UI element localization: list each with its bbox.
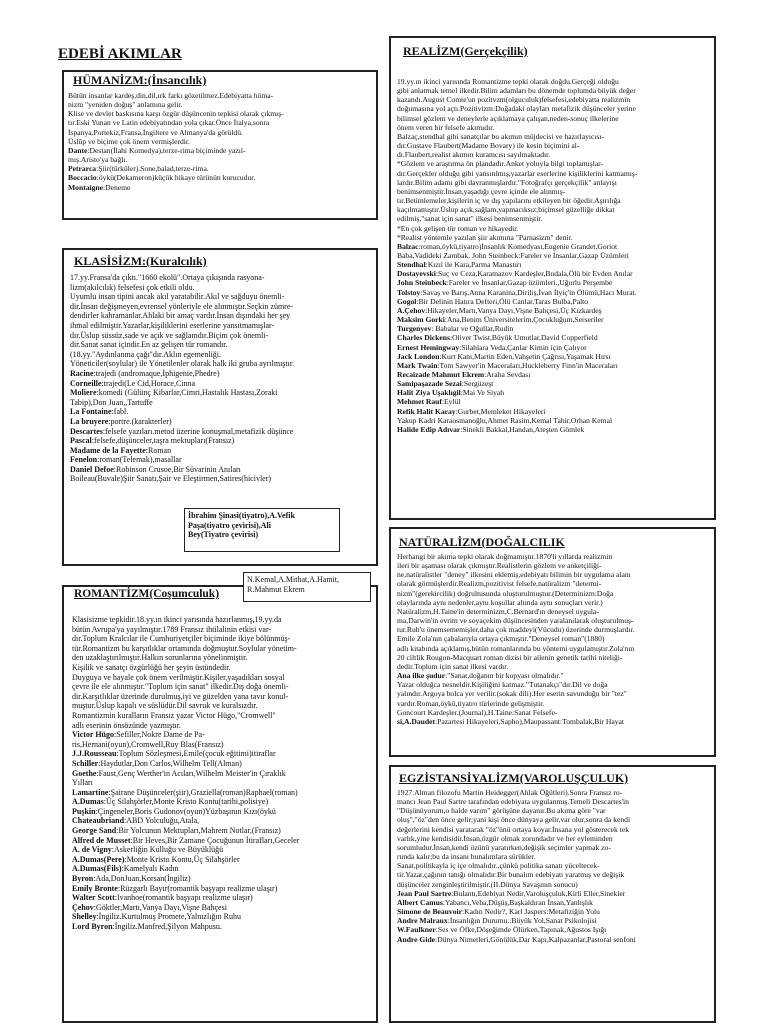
- realizm-text: [397, 77, 708, 434]
- realizm-line: kazandı.August Comte'un pozitvzm(olguculuk)felsefesi,edebiyatta realizmin: [397, 95, 631, 105]
- naturalizm-line: yalındır.Argoya bolca yer verilir.(sokak dili).Her eserin savunduğu bir "tez": [397, 689, 627, 699]
- realizm-line: A.Çehov:Hikayeler,Martı,Vanya Dayı,Vişne Bahçesi,Üç Kızkardeş: [397, 305, 602, 315]
- naturalizm-line: olaylarında aynı nedenler,aynı koşullar altında aynı sonuçları verir.): [397, 597, 603, 607]
- klasisizm-line: 17.yy.Fransa'da çıktı."1660 ekolü".Ortaya çıkışında rasyona-: [70, 273, 265, 282]
- page-title: EDEBİ AKIMLAR: [58, 46, 182, 62]
- romantizm-text: [72, 615, 370, 932]
- realizm-line: *Gözlem ve araştırma ön plandadır.Anket yoluyla bilgi toplamışlar-: [397, 159, 604, 169]
- realizm-line: Balzac:roman,öykü,tiyatro)İnsanlık Komedyası,Eugenie Grandet,Goriot: [397, 241, 618, 251]
- humanizm-line: İspanya,Portekiz,Fransa,İngiltere ve Almanya'da görüldü.: [68, 127, 243, 137]
- romantizm-line: R.Mahmut Ekrem: [247, 584, 305, 594]
- romantizm-line: N.Kemal,A.Mithat,A.Hamit,: [247, 575, 339, 584]
- klasisizm-line: Moliere:komedi (Gülünç Kibarlar,Cimri,Hastalık Hastası,Zoraki: [70, 388, 278, 398]
- klasisizm-line: Madame de la Fayette:Roman: [70, 445, 172, 455]
- egzistansiyalizm-line: değerlerini kendisi yaratarak "öz"ünü ortaya koyar.İnsana yol gösterecek tek: [397, 824, 630, 834]
- romantizm-line: dır.Toplum Kralcılar ile Cumhuriyetçiler biçiminde ikiye bölünmüş-: [72, 634, 291, 644]
- naturalizm-line: Natüralizm,H.Taine'in determinizm,C.Bernard'ın deneysel uygula-: [397, 606, 599, 616]
- realizm-section: [389, 36, 716, 520]
- egzistansiyalizm-line: Jean Paul Sartre:Bulantı,Edebiyat Nedir,Varoluşçuluk,Kirli Eller,Sinekler: [397, 888, 626, 898]
- realizm-line: Mark Twain:Tom Sawyer'in Maceraları,Huckleberry Finn'in Maceraları: [397, 360, 618, 370]
- klasisizm-line: Yöneticiler(soylular) ile Yönetilenler olarak halk iki gruba ayrılmıştır.: [70, 359, 295, 369]
- klasisizm-turkish-note: [184, 508, 340, 552]
- humanizm-text: [68, 91, 372, 192]
- romantizm-line: Klasisizme tepkidir.18.yy.ın ikinci yarısında hazırlanmış,19.yy.da: [72, 615, 282, 624]
- romantizm-turkish-note: [243, 572, 371, 602]
- romantizm-line: Çehov:Göktler,Martı,Vanya Dayı,Vişne Bahçesi: [72, 902, 227, 912]
- naturalizm-line: ne,natüralistler "deney" ilkesini eklemiş,edebiyatı bilimin bir uygulama alanı: [397, 570, 631, 580]
- realizm-line: Baba,Vadideki Zambak. John Steinbeck:Fareler ve İnsanlar,Gazap Üzümleri: [397, 250, 629, 260]
- romantizm-line: A.Dumas:Üç Silahşörler,Monte Kristo Kontu(tarihi,polisiye): [72, 797, 269, 807]
- klasisizm-line: dır.Üslup süssüz,sade ve açık ve sağlamdır.Biçim çok önemli-: [70, 330, 269, 340]
- humanizm-line: tır.Eski Yunan ve Latin edebiyatından yola çıkar.Önce İtalya,sonra: [68, 118, 270, 128]
- egzistansiyalizm-line: Albert Camus:Yabancı,Veba,Düşüş,Başkaldıran İnsan,Yanlışlık: [397, 897, 593, 907]
- realizm-line: önem veren bir felsefe akımıdır.: [397, 122, 495, 132]
- romantizm-line: Goethe:Faust,Genç Werther'in Acıları,Wilhelm Meister'in Çıraklık: [72, 768, 286, 778]
- romantizm-line: J.J.Rousseau:Toplum Sözleşmesi,Emile(çocuk eğitimi)itiraflar: [72, 749, 276, 759]
- realizm-line: *En çok gelişen tür roman ve hikayedir.: [397, 223, 519, 233]
- humanizm-line: Petrarca:Şiir(türküler).Sone,balad,terze-rima.: [68, 164, 209, 174]
- naturalizm-line: Yazar olduğca nesneldir.Kişiliğini katmaz."Tutanakçı"dır.Dil ve doğa: [397, 680, 608, 690]
- egzistansiyalizm-line: runda kalır;bu da insanı bunalımlara sürükler.: [397, 852, 536, 862]
- romantizm-line: tür.Romantizm bu karşıtlıklar ortamında doğmuştur.Soylular yönetim-: [72, 643, 297, 653]
- realizm-line: doğumasına yol açtı.Pozitivizm:Doğadaki olayları metafizik düşünceler yerine: [397, 104, 636, 114]
- klasisizm-line: (18.yy."Aydınlanma çağı"dır.Aklın egemenliği.: [70, 349, 222, 359]
- naturalizm-line: 20 ciltlik Rougon-Macquart roman dizisi bir ailenin genetik tarihi niteliği-: [397, 652, 623, 662]
- realizm-line: gibi anlatmak temel ilkedir.Bilim adamları bu dönemde toplumda büyük değer: [397, 86, 636, 96]
- realizm-heading: REALİZM(Gerçekçilik): [403, 44, 528, 58]
- humanizm-line: Bütün insanlar kardeş,din,dil,ırk farkı gözetilmez.Edebiyatta hüma-: [68, 91, 274, 100]
- romantizm-line: adlı eserinin önsözünde yazmıştır.: [72, 720, 181, 730]
- naturalizm-line: ma,Darwin'in evrim ve soyaçekim düşüncesinden yaralanılarak oluşturulmuş-: [397, 616, 634, 626]
- realizm-line: Balzaç,stendhal gibi sanatçılar bu akımın müjdecisi ve hazırlayıcısı-: [397, 131, 605, 141]
- romantizm-heading: ROMANTİZM(Coşumculuk): [74, 588, 220, 600]
- realizm-line: Charles Dickens:Oliver Twist,Büyük Umutlar,David Copperfield: [397, 333, 598, 343]
- realizm-line: edilmiş,"sanat için sanat" ilkesi benimsenmiştir.: [397, 214, 543, 224]
- realizm-line: Halide Edip Adıvar:Sinekli Bakkal,Handan,Ateşten Gömlek: [397, 424, 585, 434]
- realizm-line: Halit Ziya Uşaklıgil:Mai Ve Siyah: [397, 388, 505, 398]
- klasisizm-line: Descartes:felsefe yazıları.metod üzerine konuşmal,metafizik düşünce: [70, 426, 294, 436]
- klasisizm-line: Racine:trajedi (andromaque,İphigenie,Phedre): [70, 368, 220, 378]
- klasisizm-line: ihmal edilmiştir.Yazarlar,kişiliklerini eserlerine yansıtmamışlar-: [70, 320, 275, 330]
- romantizm-line: Shelley:İngiliz.Kurtulmuş Promete,Yalnızlığın Ruhu: [72, 912, 241, 922]
- naturalizm-line: nizm"(gerekircilik) doğrultusunda oluşturulmuştur.(Determinizm:Doğa: [397, 588, 614, 598]
- egzistansiyalizm-text: [397, 788, 708, 944]
- humanizm-line: Montaigne:Deneme: [68, 182, 131, 192]
- romantizm-line: Yılları: [72, 778, 93, 788]
- klasisizm-line: Bey(Tiyatro çevirisi): [188, 530, 259, 540]
- naturalizm-line: vardır.Roman,öykü,tiyatro türlerinde gelişmiştir.: [397, 698, 545, 708]
- romantizm-line: Victor Hügo:Sefiller,Nokre Dame de Pa-: [72, 730, 205, 740]
- romantizm-line: Alfred de Musset:Bir Heves,Bir Zamane Çocuğunun İtirafları,Geceler: [72, 835, 300, 845]
- klasisizm-line: dendirler kahramanlar.Ahlaki bir amaç vardır.İnsan dışındaki her şey: [70, 311, 291, 321]
- egzistansiyalizm-line: mancı Jean Paul Sartre tarafından edebiyata uygulanmış.Temeli Descartes'in: [397, 797, 629, 807]
- naturalizm-line: adlı kitabında açıklamış,bütün romanlarında bu yöntemi uygulamıştır.Zola'nın: [397, 643, 635, 653]
- klasisizm-line: lizm(akılcılık) felsefesi çok etkili oldu.: [70, 282, 195, 292]
- naturalizm-line: Herhangi bir akıma tepki olarak doğmamıştır.1870'li yıllarda realizmin: [397, 552, 613, 561]
- romantizm-line: ris,Hernani(oyun),Cromwell,Ruy Blas(Fransız): [72, 739, 224, 749]
- klasisizm-line: dir.Sanat sanat içindir.En az gelişen tür romandır.: [70, 340, 228, 350]
- realizm-line: Recaizade Mahmut Ekrem:Araba Sevdası: [397, 370, 531, 379]
- klasisizm-line: Corneille:trajedi(Le Cid,Horace,Cinna: [70, 378, 196, 388]
- humanizm-line: Boccacio:öykü(Dekameron)küçük hikaye türünün kurucudur.: [68, 173, 256, 183]
- realizm-line: dır.Gerçekler olduğu gibi yansıtılmış,yazarlar eserlerine kişiliklerini katmamış-: [397, 168, 638, 178]
- klasisizm-line: La Fontaine:fabl.: [70, 407, 129, 417]
- klasisizm-line: La bruyere:portre.(karakterler): [70, 416, 172, 426]
- romantizm-line: Duyguya ve hayale çok önem verilmiştir.Kişiler,yaşadıkları sosyal: [72, 672, 285, 682]
- egzistansiyalizm-line: oluş","öz"den önce gelir;yani kişi önce dünyaya gelir,var olur,sonra da kendi: [397, 815, 631, 825]
- romantizm-line: çevre ile ele alınmıştır."Toplum için sanat" ilkedir.Dış doğa önemli-: [72, 682, 289, 692]
- romantizm-line: A.Dumas(Fils):Kamelyalı Kadın: [72, 864, 179, 874]
- romantizm-line: Schiller:Haydutlar,Don Carlos,Wilhelm Tell(Alman): [72, 758, 242, 768]
- realizm-line: Mehmet Rauf:Eylül: [397, 397, 461, 407]
- realizm-line: 19.yy.ın ikinci yarısında Romantizme tepki olarak doğdu.Gerçeği olduğu: [397, 77, 619, 86]
- naturalizm-line: tur.Ruh'u önemsememişler,daha çok maddeyi(Vücudu) üzerinde durmuşlardır.: [397, 625, 635, 635]
- klasisizm-line: Fenelon:roman(Telemak),masallar: [70, 455, 182, 465]
- egzistansiyalizm-line: "Düşünüyorum,o halde varım" görüşüne dayanır.Bu akıma göre "var: [397, 806, 606, 816]
- romantizm-line: George Sand:Bir Yolcunun Mektupları,Mahrem Notlar,(Fransız): [72, 826, 281, 836]
- romantizm-line: Romantizmin kuralların Fransız yazar Victor Hügo,"Cromwell": [72, 710, 276, 720]
- humanizm-line: mış.Aristo'ya bağlı.: [68, 155, 128, 165]
- romantizm-line: Emily Bronte:Rüzgarlı Bayır(romantik başyapı realizme ulaşır): [72, 883, 278, 893]
- realizm-line: tır.Betimlemeler,kişilerin iç ve dış yapılarını etkileyen bir öğedir.Aşırılığa: [397, 196, 621, 206]
- klasisizm-line: dir.İnsan değişmeyen,evrensel yönleriyle ele alınmıştır.Seçkin zümre-: [70, 301, 294, 311]
- romantizm-line: Kişilik ve sanatçı özgürlüğü her şeyin üstündedir.: [72, 662, 231, 672]
- romantizm-line: Byron:Ada,DonJuan,Korsan(İngiliz): [72, 874, 191, 884]
- realizm-line: Stendhal:Kızıl ile Kara,Parma Manastırı: [397, 260, 522, 270]
- egzistansiyalizm-line: Sanat,politikayla iç içe olmalıdır.,çünkü politika sanatı yüceltecek-: [397, 861, 600, 871]
- realizm-line: Maksim Gorki:Ana,Benim Üniversitelerim,Çocukluğum,Serseriler: [397, 315, 604, 325]
- egzistansiyalizm-line: tir.Yazar,çağının tanığı olmalıdır.Bir bunalım edebiyatı yaratmış ve değişik: [397, 870, 625, 880]
- romantizm-line: den uzaklaştırılmıştır.Halkın sorunlarına yönelinmiştir.: [72, 653, 248, 663]
- klasisizm-line: Daniel Defoe:Robinson Crusoe,Bir Süvarinin Anıları: [70, 464, 241, 474]
- realizm-line: lardır.Bilim adamı gibi davranmışlardır."Fotoğrafçı gerçekçilik" anlayışı: [397, 177, 617, 187]
- realizm-line: Samipaşazade Sezai:Sergüzeşt: [397, 379, 494, 389]
- egzistansiyalizm-line: Andre Malraux:İnsanlığın Durumu.:Büyük Yol,Sanat Psikolojisi: [397, 916, 597, 926]
- realizm-line: Yakup Kadri Karaosmanoğlu,Ahmet Rasim,Kemal Tahir,Orhan Kemal: [397, 415, 613, 425]
- klasisizm-line: Tabip),Don Juan,,Tartuffe: [70, 397, 153, 407]
- naturalizm-line: Ana ilke şudur:"Sanat,doğanın bir kopyası olmalıdır.": [397, 671, 564, 681]
- romantizm-line: Puşkin:Çingeneler,Boris Gudonov(oyun)Yüzbaşının Kızı(öykü: [72, 806, 276, 816]
- romantizm-line: Chateaubriand:ABD Yolculuğu,Atala,: [72, 816, 200, 826]
- romantizm-line: Lord Byron:İngiliz.Manfred,Şilyon Mahpusu.: [72, 922, 222, 931]
- egzistansiyalizm-heading: EGZİSTANSİYALİZM(VAROLUŞÇULUK): [399, 771, 629, 785]
- realizm-line: Gogol:Bir Delinin Hatıra Defteri,Ölü Canlar,Taras Bulba,Palto: [397, 296, 589, 306]
- realizm-line: kaçılmamıştır.Üslup açık,sağlam,yapmacıksız;biçimsel güzelliğe dikkat: [397, 205, 615, 215]
- egzistansiyalizm-line: Simone de Beauvoir:Kadın Nedir?, Karl Jaspers:Metafiziğin Yolu: [397, 907, 600, 917]
- romantizm-section: [62, 585, 378, 1023]
- naturalizm-section: [389, 527, 716, 757]
- realizm-line: bilimsel gözlem ve deneylerle açıklamaya çalışan,neden-sonuç ilkelerine: [397, 113, 619, 123]
- klasisizm-line: Paşa(tiyatro çevirisi),Ali: [188, 520, 271, 530]
- klasisizm-line: İbrahim Şinasi(tiyatro),A.Vefik: [188, 511, 295, 520]
- romantizm-line: muştur.Üslup kapalı ve süslüdür.Dil savruk ve kuralsızdır.: [72, 701, 258, 711]
- realizm-line: Turgenyev: Babalar ve Oğullar,Rudin: [397, 324, 514, 334]
- romantizm-line: A.Dumas(Pere):Monte Kristo Kontu,Üç Silahşörler: [72, 854, 240, 864]
- humanizm-line: Üslûp ve biçime çok önem vermişlerdir.: [68, 136, 190, 146]
- humanizm-line: Klise ve devlet baskısına karşı özgür düşüncenin tepkisi olarak çıkmış-: [68, 109, 284, 119]
- romantizm-line: bütün Avrupa'ya yayılmıştır.1789 Fransız ihtilalinin etkisi var-: [72, 624, 272, 634]
- naturalizm-line: Emile Zola'nın çabalarıyla ortaya çıkmıştır."Deneysel roman"(1880): [397, 634, 605, 644]
- humanizm-heading: HÜMANİZM:(İnsancılık): [73, 73, 207, 87]
- realizm-line: dır.Gustave Flaubert(Madame Bovary) ile kesin biçimini al-: [397, 141, 580, 151]
- realizm-line: benimsenmiştir.İnsan,yaşadığı çevre içinde ele alınmış-: [397, 186, 566, 196]
- romantizm-line: dir.Karşıtlıklar üzerinde durulmuş,iyi ve güzelden yana tavır konul-: [72, 691, 289, 701]
- klasisizm-line: Boileau(Buvale)Şiir Sanatı,Şair ve Eleştirmen,Satires(hicivler): [70, 474, 272, 484]
- realizm-line: Tolstoy:Savaş ve Barış,Anna Karanina,Diriliş,İvan İlyiç'in Ölümü,Hacı Murat.: [397, 287, 637, 297]
- naturalizm-text: [397, 552, 708, 726]
- egzistansiyalizm-line: 1927.Alman filozofu Martin Heidegger(Ahlak Öğütleri).Sonra Fransız ro-: [397, 788, 623, 797]
- naturalizm-line: dedir.Toplum için sanat ilkesi vardır.: [397, 661, 509, 671]
- realizm-line: Jack London:Kurt Kanı,Martin Eden,Vahşetin Çağrısı,Yaşamak Hırsı: [397, 351, 611, 361]
- klasisizm-heading: KLASİSİZM:(Kuralcılık): [74, 254, 207, 268]
- realizm-line: Ernest Hemingway:Silahlara Veda,Çanlar Kimin için Çalıyor: [397, 342, 587, 352]
- naturalizm-heading: NATÜRALİZM(DOĞALCILIK: [399, 535, 565, 549]
- humanizm-line: Dante:Destan(İlahi Komedya),terze-rima biçiminde yazıl-: [68, 145, 246, 155]
- realizm-line: Dostayevski:Suç ve Ceza,Karamazov Kardeşler,Budala,Ölü bir Evden Anılar: [397, 269, 633, 279]
- egzistansiyalizm-line: Andre Gide:Dünya Nimetleri,Gönülük,Dar Kapı,Kalpazanlar,Pastoral senfoni: [397, 934, 636, 944]
- naturalizm-line: ileri bir aşaması olarak çıkmıştır.Realistlerin gözlem ve anketçiliği-: [397, 561, 602, 571]
- egzistansiyalizm-line: varlık,yine kendisidir.İnsan,özgür olmak zorundadır ve her eyleminden: [397, 833, 613, 843]
- klasisizm-text: [70, 273, 370, 484]
- romantizm-line: Lamartine:Şairane Düşünceler(şiir),Graziella(roman)Raphael(roman): [72, 787, 298, 797]
- egzistansiyalizm-line: sorumludur.İnsan,kendi özünü yaratırken,değişik seçimler yapmak zo-: [397, 842, 611, 852]
- realizm-line: John Steinbeck:Fareler ve İnsanlar,Gazap üzümleri.,Uğurlu Perşembe: [397, 278, 613, 288]
- egzistansiyalizm-line: düşünceler zenginleştirilmiştir.(II.Dünya Savaşının sonucu): [397, 879, 578, 889]
- romantizm-line: A. de Vigny:Askerliğin Kulluğu ve Büyüklüğü: [72, 845, 224, 855]
- naturalizm-line: Goncourt Kardeşler.(Journal),H.Taine:Sanat Felsefe-: [397, 707, 558, 717]
- egzistansiyalizm-line: W.Faulkner:Ses ve Öfke,Döşeğimde Ölürken,Tapınak,Ağustos Işığı: [397, 925, 607, 935]
- humanizm-section: [62, 70, 378, 220]
- humanizm-line: nizm "yeniden doğuş" anlamına gelir.: [68, 100, 183, 110]
- realizm-line: Refik Halit Karay:Gurbet,Memleket Hikayeleri: [397, 406, 546, 416]
- egzistansiyalizm-section: [389, 765, 716, 1023]
- klasisizm-line: Pascal:felsefe,düşünceler,taşra mektupları(Fransız): [70, 436, 235, 446]
- naturalizm-line: si,A.Daudet:Pazartesi Hikayeleri,Sapho),Maupassant:Tombalak,Bir Hayat: [397, 716, 625, 726]
- klasisizm-line: Uyumlu insan tipini ancak akıl yaratabilir.Akıl ve sağduyu önemli-: [70, 292, 285, 302]
- naturalizm-line: olarak görmüşlerdir.Realizm,pozitivist felsefe,natüralizm "determi-: [397, 579, 602, 589]
- romantizm-line: Walter Scott:Ivanhoe(romantik başyapı realizme ulaşır): [72, 893, 253, 903]
- realizm-line: dı.Flaubert,realist akımın kuramcısı sayılmaktadır.: [397, 150, 551, 160]
- realizm-line: *Realist yöntemle yazılan şiir akımına "Parnasizm" denir.: [397, 232, 573, 242]
